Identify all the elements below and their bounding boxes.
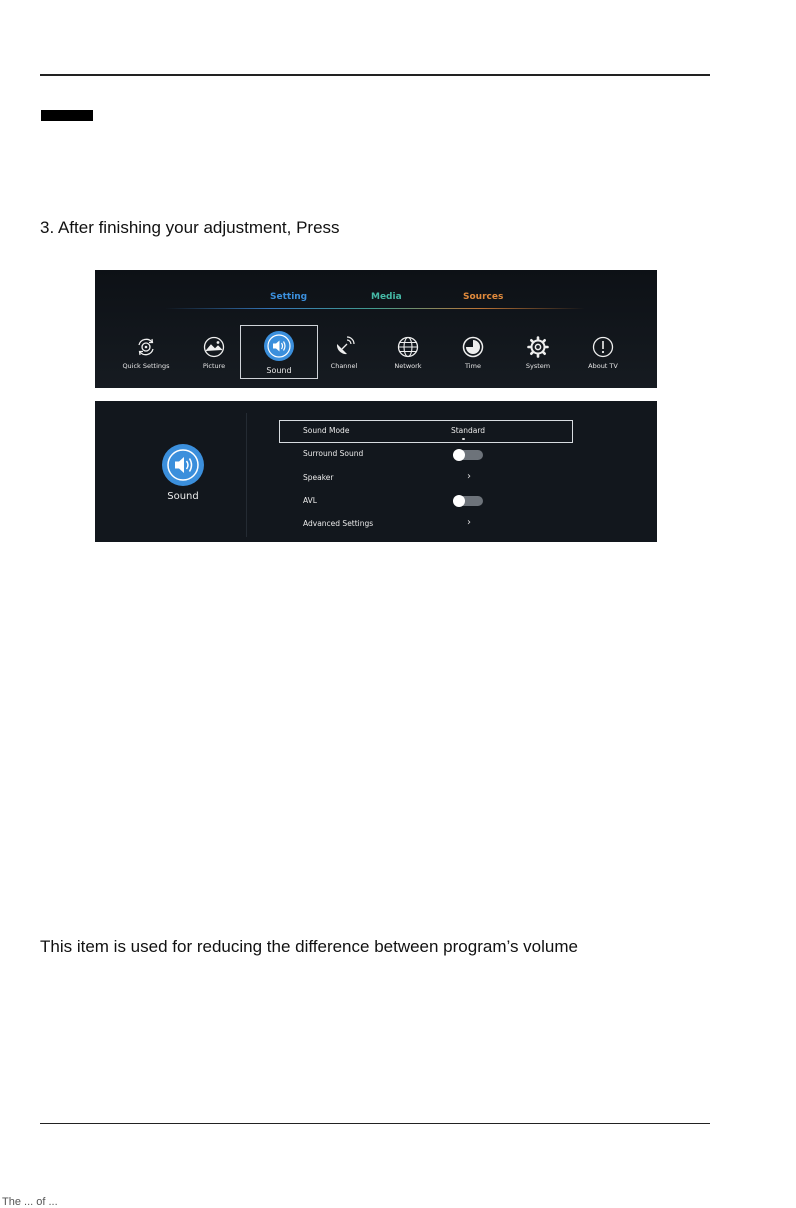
setting-advanced-settings[interactable]: Advanced Settings — [303, 519, 374, 528]
chevron-right-icon[interactable]: › — [467, 471, 471, 482]
tab-setting[interactable]: Setting — [270, 292, 308, 302]
menu-item-about-tv[interactable] — [572, 336, 634, 370]
toggle-knob — [453, 449, 465, 461]
menu-item-picture[interactable] — [183, 336, 245, 370]
clock-icon — [462, 336, 484, 358]
sound-panel-title: Sound — [167, 491, 199, 502]
menu-item-channel[interactable] — [313, 336, 375, 370]
menu-item-quick-settings[interactable] — [115, 336, 177, 370]
info-exclamation-icon — [592, 336, 614, 358]
menu-item-label: Channel — [330, 362, 358, 370]
menu-item-label: Sound — [266, 366, 292, 375]
gear-icon — [527, 336, 549, 358]
speaker-icon — [161, 443, 205, 487]
footer-fragment: The ... of ... — [2, 1196, 58, 1208]
speaker-icon — [263, 330, 295, 362]
header-rule — [40, 74, 710, 76]
setting-surround-sound[interactable]: Surround Sound — [303, 449, 364, 458]
toggle-knob — [453, 495, 465, 507]
avl-toggle[interactable] — [453, 496, 483, 506]
setting-avl[interactable]: AVL — [303, 496, 317, 505]
surround-sound-toggle[interactable] — [453, 450, 483, 460]
menu-item-system[interactable] — [507, 336, 569, 370]
satellite-dish-icon — [333, 336, 355, 358]
menu-item-sound[interactable] — [248, 330, 310, 375]
step-instruction: 3. After finishing your adjustment, Press — [40, 218, 340, 237]
tab-media[interactable]: Media — [371, 292, 402, 302]
section-tag — [41, 110, 93, 121]
menu-item-label: About TV — [588, 362, 618, 370]
panel-divider — [246, 413, 247, 537]
menu-item-network[interactable] — [377, 336, 439, 370]
setting-sound-mode[interactable]: Sound Mode — [303, 426, 350, 435]
avl-description: This item is used for reducing the difference between program’s volume — [40, 937, 578, 956]
menu-item-label: System — [525, 362, 551, 370]
tv-main-menu — [95, 270, 657, 388]
tab-underline-glow — [165, 308, 585, 309]
menu-item-label: Quick Settings — [122, 362, 170, 370]
menu-item-label: Network — [394, 362, 422, 370]
globe-icon — [397, 336, 419, 358]
sound-mode-value[interactable]: Standard — [450, 426, 486, 435]
menu-item-time[interactable] — [442, 336, 504, 370]
value-indicator — [462, 438, 465, 440]
chevron-right-icon[interactable]: › — [467, 517, 471, 528]
menu-item-label: Time — [465, 362, 481, 370]
footer-rule — [40, 1123, 710, 1124]
picture-icon — [203, 336, 225, 358]
tab-sources[interactable]: Sources — [463, 292, 504, 302]
setting-speaker[interactable]: Speaker — [303, 473, 334, 482]
menu-item-label: Picture — [202, 362, 226, 370]
quick-settings-icon — [135, 336, 157, 358]
sound-settings-panel — [95, 401, 657, 542]
